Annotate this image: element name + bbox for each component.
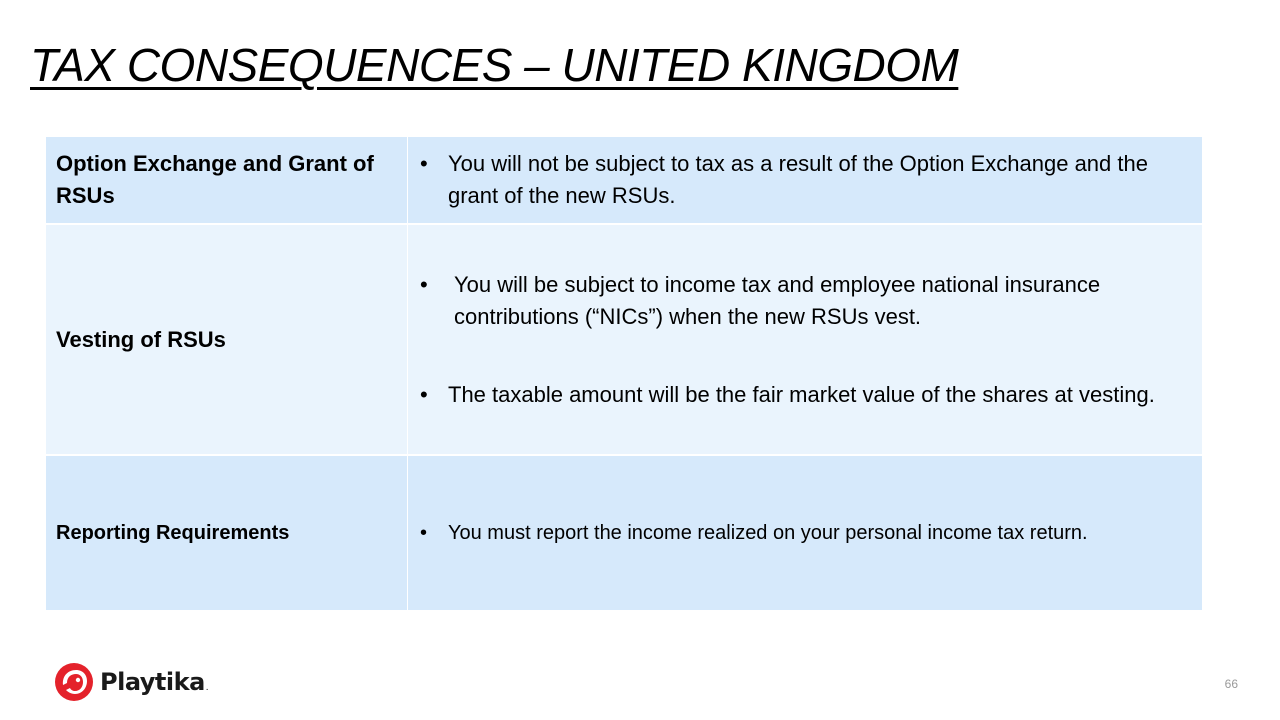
row-content (408, 137, 1203, 224)
row-label: Reporting Requirements (46, 455, 408, 611)
bullet-text: You must report the income realized on your personal income tax return. (448, 522, 1088, 544)
table-row (46, 224, 1203, 455)
table-row (46, 137, 1203, 224)
playtika-logo: Playtika . (54, 662, 209, 702)
logo-wordmark: Playtika (100, 668, 205, 696)
bullet-icon: • (420, 151, 428, 176)
row-content (408, 455, 1203, 611)
bullet-item (418, 517, 1192, 549)
slide-title: TAX CONSEQUENCES – UNITED KINGDOM (30, 39, 959, 91)
bullet-icon: • (420, 381, 428, 407)
page-number: 66 (1224, 677, 1238, 691)
bullet-text: You will be subject to income tax and employee national insurance contributions (“NICs”) when the new RSUs vest. (454, 271, 1101, 329)
bullet-icon: • (420, 271, 428, 297)
bullet-text: You will not be subject to tax as a result of the Option Exchange and the grant of the new RSUs. (448, 151, 1148, 208)
bullet-icon: • (420, 522, 428, 544)
panther-head-icon (54, 662, 94, 702)
table-row (46, 455, 1203, 611)
row-content (408, 224, 1203, 455)
bullet-item (418, 148, 1192, 212)
bullet-text: The taxable amount will be the fair market value of the shares at vesting. (448, 381, 1155, 407)
bullet-item (418, 269, 1192, 333)
bullet-item (418, 379, 1192, 411)
row-label: Vesting of RSUs (46, 224, 408, 455)
row-label: Option Exchange and Grant of RSUs (46, 137, 408, 224)
tax-consequences-table (45, 137, 1203, 612)
